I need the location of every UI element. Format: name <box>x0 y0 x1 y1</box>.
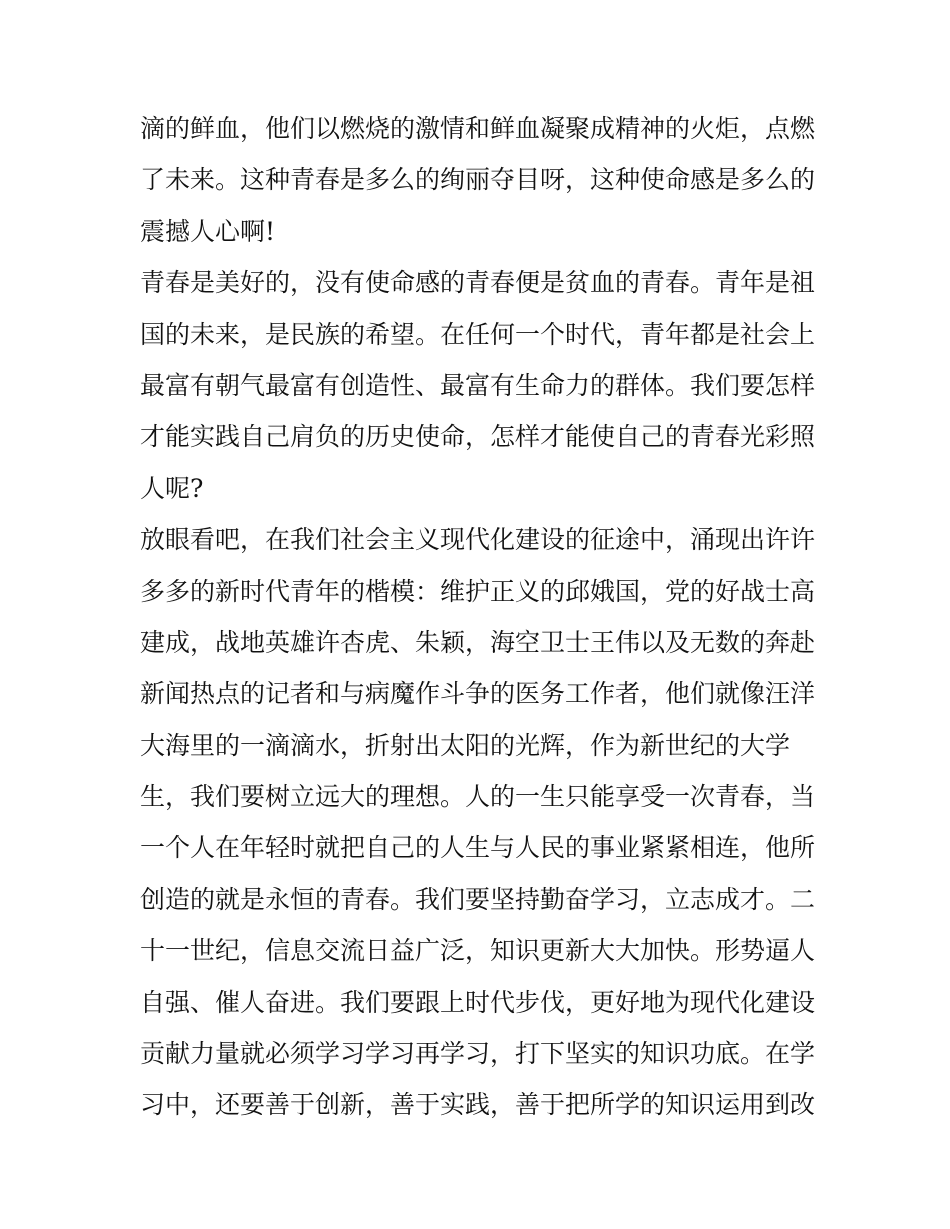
text-line: 十一世纪，信息交流日益广泛，知识更新大大加快。形势逼人 <box>140 936 816 966</box>
text-line: 国的未来，是民族的希望。在任何一个时代，青年都是社会上 <box>140 319 816 349</box>
text-line: 才能实践自己肩负的历史使命，怎样才能使自己的青春光彩照 <box>140 422 816 452</box>
text-line: 滴的鲜血，他们以燃烧的激情和鲜血凝聚成精神的火炬，点燃 <box>140 114 816 143</box>
text-line: 创造的就是永恒的青春。我们要坚持勤奋学习，立志成才。二 <box>140 884 816 914</box>
text-line: 建成，战地英雄许杏虎、朱颖，海空卫士王伟以及无数的奔赴 <box>140 627 816 657</box>
text-line: 了未来。这种青春是多么的绚丽夺目呀，这种使命感是多么的 <box>140 165 816 195</box>
text-line: 震撼人心啊! <box>140 216 276 246</box>
text-line: 自强、催人奋进。我们要跟上时代步伐，更好地为现代化建设 <box>140 987 816 1017</box>
text-line: 大海里的一滴滴水，折射出太阳的光辉，作为新世纪的大学 <box>140 730 791 760</box>
text-line: 习中，还要善于创新，善于实践，善于把所学的知识运用到改 <box>140 1090 816 1120</box>
text-line: 贡献力量就必须学习学习再学习，打下坚实的知识功底。在学 <box>140 1039 816 1069</box>
body-text <box>140 103 820 1131</box>
text-line: 生，我们要树立远大的理想。人的一生只能享受一次青春，当 <box>140 782 816 812</box>
text-line: 多多的新时代青年的楷模：维护正义的邱娥国，党的好战士高 <box>140 576 816 606</box>
text-line: 新闻热点的记者和与病魔作斗争的医务工作者，他们就像汪洋 <box>140 679 816 709</box>
text-line: 放眼看吧，在我们社会主义现代化建设的征途中，涌现出许许 <box>140 525 816 555</box>
text-line: 最富有朝气最富有创造性、最富有生命力的群体。我们要怎样 <box>140 370 816 400</box>
text-line: 青春是美好的，没有使命感的青春便是贫血的青春。青年是祖 <box>140 268 816 298</box>
text-line: 人呢? <box>140 473 204 503</box>
text-line: 一个人在年轻时就把自己的人生与人民的事业紧紧相连，他所 <box>140 833 816 863</box>
